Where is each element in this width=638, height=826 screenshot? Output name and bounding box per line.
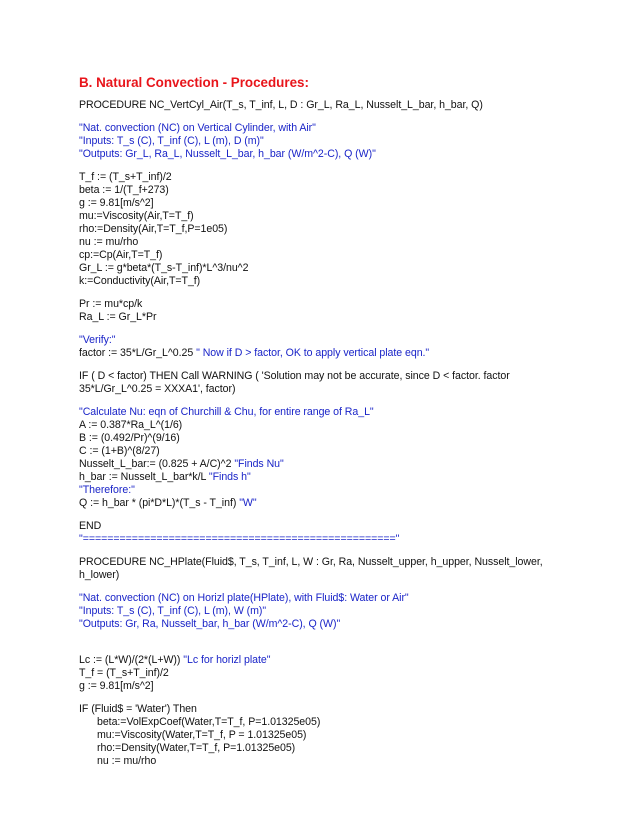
inline-comment: " Now if D > factor, OK to apply vertical plate eqn.": [196, 347, 430, 359]
code-line: k:=Conductivity(Air,T=T_f): [79, 275, 201, 287]
section-heading: B. Natural Convection - Procedures:: [79, 75, 309, 90]
code-line: [79, 347, 429, 360]
inline-comment: "Finds h": [208, 471, 251, 483]
procedure-header-vertcyl: PROCEDURE NC_VertCyl_Air(T_s, T_inf, L, D : Gr_L, Ra_L, Nusselt_L_bar, h_bar, Q): [79, 99, 483, 111]
code-text: Q := h_bar * (pi*D*L)*(T_s - T_inf): [79, 497, 240, 509]
separator-comment: "===================================================": [79, 533, 400, 545]
code-line: 35*L/Gr_L^0.25 = XXXA1', factor): [79, 383, 236, 395]
code-line: Ra_L := Gr_L*Pr: [79, 311, 157, 323]
comment-line: "Nat. convection (NC) on Horizl plate(HPlate), with Fluid$: Water or Air": [79, 592, 409, 604]
comment-line: "Calculate Nu: eqn of Churchill & Chu, for entire range of Ra_L": [79, 406, 374, 418]
code-line: Gr_L := g*beta*(T_s-T_inf)*L^3/nu^2: [79, 262, 249, 274]
code-line: [79, 497, 257, 510]
comment-line: "Inputs: T_s (C), T_inf (C), L (m), D (m)": [79, 135, 264, 147]
comment-line: "Outputs: Gr_L, Ra_L, Nusselt_L_bar, h_bar (W/m^2-C), Q (W)": [79, 148, 376, 160]
code-line: beta := 1/(T_f+273): [79, 184, 169, 196]
code-line: rho:=Density(Water,T=T_f, P=1.01325e05): [97, 742, 296, 754]
comment-line: "Verify:": [79, 334, 116, 346]
procedure-header-hplate-cont: h_lower): [79, 569, 120, 581]
code-line: mu:=Viscosity(Air,T=T_f): [79, 210, 194, 222]
procedure-header-hplate: PROCEDURE NC_HPlate(Fluid$, T_s, T_inf, L, W : Gr, Ra, Nusselt_upper, h_upper, Nusselt_lower,: [79, 556, 543, 568]
code-line: nu := mu/rho: [79, 236, 139, 248]
inline-comment: "W": [239, 497, 257, 509]
code-line: [79, 654, 270, 667]
code-line: nu := mu/rho: [97, 755, 157, 767]
code-line: cp:=Cp(Air,T=T_f): [79, 249, 163, 261]
comment-line: "Outputs: Gr, Ra, Nusselt_bar, h_bar (W/m^2-C), Q (W)": [79, 618, 341, 630]
code-line: T_f := (T_s+T_inf)/2: [79, 171, 172, 183]
code-text: h_bar := Nusselt_L_bar*k/L: [79, 471, 209, 483]
code-line: mu:=Viscosity(Water,T=T_f, P = 1.01325e05): [97, 729, 307, 741]
code-line: [79, 458, 284, 471]
inline-comment: "Finds Nu": [234, 458, 284, 470]
code-text: Nusselt_L_bar:= (0.825 + A/C)^2: [79, 458, 235, 470]
code-line: Pr := mu*cp/k: [79, 298, 143, 310]
inline-comment: "Lc for horizl plate": [183, 654, 271, 666]
code-line: g := 9.81[m/s^2]: [79, 680, 154, 692]
code-text: factor := 35*L/Gr_L^0.25: [79, 347, 197, 359]
code-line: T_f = (T_s+T_inf)/2: [79, 667, 169, 679]
code-line: IF ( D < factor) THEN Call WARNING ( 'Solution may not be accurate, since D < factor. factor: [79, 370, 510, 382]
code-line: rho:=Density(Air,T=T_f,P=1e05): [79, 223, 228, 235]
comment-line: "Nat. convection (NC) on Vertical Cylinder, with Air": [79, 122, 316, 134]
comment-line: "Therefore:": [79, 484, 135, 496]
code-line: END: [79, 520, 102, 532]
code-text: Lc := (L*W)/(2*(L+W)): [79, 654, 184, 666]
code-line: beta:=VolExpCoef(Water,T=T_f, P=1.01325e05): [97, 716, 321, 728]
code-line: A := 0.387*Ra_L^(1/6): [79, 419, 183, 431]
comment-line: "Inputs: T_s (C), T_inf (C), L (m), W (m)": [79, 605, 267, 617]
code-line: [79, 471, 251, 484]
code-line: IF (Fluid$ = 'Water') Then: [79, 703, 197, 715]
code-line: g := 9.81[m/s^2]: [79, 197, 154, 209]
code-line: C := (1+B)^(8/27): [79, 445, 160, 457]
code-line: B := (0.492/Pr)^(9/16): [79, 432, 180, 444]
